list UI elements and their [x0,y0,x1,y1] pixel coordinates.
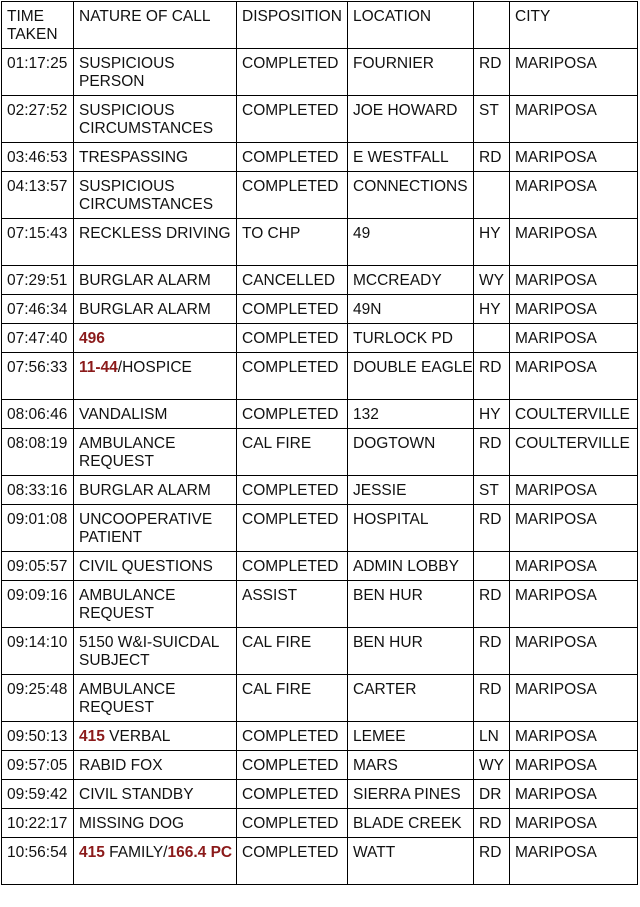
nature-code-highlight: 496 [79,330,105,347]
cell-time: 08:33:16 [2,476,74,505]
table-row [2,143,638,172]
cell-nature [74,219,237,266]
cell-suffix: ST [474,476,510,505]
cell-city: MARIPOSA [510,628,638,675]
cell-location: DOGTOWN [348,429,474,476]
nature-text: SUSPICIOUS CIRCUMSTANCES [79,178,214,213]
cell-suffix: RD [474,353,510,400]
cell-suffix: ST [474,96,510,143]
cell-suffix: RD [474,581,510,628]
cell-suffix: RD [474,838,510,885]
cell-location: JOE HOWARD [348,96,474,143]
cell-nature [74,266,237,295]
nature-text: UNCOOPERATIVE PATIENT [79,511,213,546]
nature-text: RABID FOX [79,757,163,774]
table-row [2,96,638,143]
cell-nature [74,780,237,809]
cell-nature [74,751,237,780]
nature-text: VERBAL [104,728,171,745]
table-row [2,295,638,324]
cell-nature [74,143,237,172]
cell-nature [74,838,237,885]
cell-suffix: RD [474,628,510,675]
cell-location: CONNECTIONS [348,172,474,219]
cell-time: 07:29:51 [2,266,74,295]
table-row [2,838,638,885]
table-row [2,552,638,581]
cell-city: MARIPOSA [510,552,638,581]
cell-disposition: COMPLETED [237,476,348,505]
cell-city: MARIPOSA [510,505,638,552]
cell-time: 09:50:13 [2,722,74,751]
cell-time: 01:17:25 [2,49,74,96]
table-row [2,809,638,838]
cell-disposition: CAL FIRE [237,675,348,722]
cell-location: BEN HUR [348,628,474,675]
header-suffix [474,2,510,49]
cell-disposition: COMPLETED [237,780,348,809]
cell-suffix: RD [474,429,510,476]
cell-city: MARIPOSA [510,675,638,722]
cell-city: MARIPOSA [510,266,638,295]
cell-suffix [474,324,510,353]
cell-suffix: DR [474,780,510,809]
cell-disposition: COMPLETED [237,809,348,838]
cell-location: DOUBLE EAGLE [348,353,474,400]
header-row [2,2,638,49]
cell-nature [74,295,237,324]
cell-nature [74,353,237,400]
cell-disposition: COMPLETED [237,324,348,353]
table-row [2,429,638,476]
cell-suffix: WY [474,751,510,780]
cell-city: MARIPOSA [510,780,638,809]
nature-code-highlight: 415 [79,728,105,745]
table-row [2,324,638,353]
nature-code-highlight: 415 [79,844,105,861]
cell-suffix: RD [474,675,510,722]
header-time-taken: TIME TAKEN [2,2,74,49]
cell-time: 09:59:42 [2,780,74,809]
header-location: LOCATION [348,2,474,49]
table-row [2,675,638,722]
cell-time: 07:47:40 [2,324,74,353]
nature-text: FAMILY/ [104,844,168,861]
cell-nature [74,809,237,838]
cell-time: 02:27:52 [2,96,74,143]
table-row [2,353,638,400]
cell-location: ADMIN LOBBY [348,552,474,581]
cell-location: E WESTFALL [348,143,474,172]
table-row [2,400,638,429]
nature-text: 5150 W&I-SUICDAL SUBJECT [79,634,219,669]
cell-disposition: CAL FIRE [237,429,348,476]
cell-time: 10:56:54 [2,838,74,885]
cell-time: 09:57:05 [2,751,74,780]
cell-nature [74,49,237,96]
cell-time: 07:56:33 [2,353,74,400]
cell-location: SIERRA PINES [348,780,474,809]
cell-time: 09:05:57 [2,552,74,581]
table-row [2,266,638,295]
cell-nature [74,505,237,552]
cell-disposition: COMPLETED [237,838,348,885]
nature-text: CIVIL QUESTIONS [79,558,213,575]
cell-time: 09:25:48 [2,675,74,722]
table-row [2,172,638,219]
cell-location: WATT [348,838,474,885]
cell-location: HOSPITAL [348,505,474,552]
cell-time: 04:13:57 [2,172,74,219]
header-nature-of-call: NATURE OF CALL [74,2,237,49]
cell-location: MARS [348,751,474,780]
table-row [2,49,638,96]
cell-time: 08:08:19 [2,429,74,476]
cell-suffix: HY [474,219,510,266]
cell-time: 08:06:46 [2,400,74,429]
cell-city: MARIPOSA [510,581,638,628]
cell-city: MARIPOSA [510,172,638,219]
cell-city: MARIPOSA [510,751,638,780]
nature-code-highlight: 166.4 PC [167,844,233,861]
cell-city: MARIPOSA [510,96,638,143]
cell-time: 09:09:16 [2,581,74,628]
cell-location: 49N [348,295,474,324]
header-city: CITY [510,2,638,49]
cell-location: CARTER [348,675,474,722]
nature-text: /HOSPICE [117,359,192,376]
cell-location: 132 [348,400,474,429]
table-row [2,722,638,751]
cell-disposition: COMPLETED [237,172,348,219]
cell-nature [74,722,237,751]
cell-disposition: COMPLETED [237,400,348,429]
cell-suffix: HY [474,400,510,429]
cell-nature [74,96,237,143]
cell-suffix: RD [474,143,510,172]
cell-nature [74,400,237,429]
cell-nature [74,552,237,581]
nature-text: AMBULANCE REQUEST [79,435,176,470]
header-disposition: DISPOSITION [237,2,348,49]
cell-city: MARIPOSA [510,49,638,96]
cell-disposition: COMPLETED [237,143,348,172]
cell-city: MARIPOSA [510,353,638,400]
cell-nature [74,581,237,628]
nature-text: AMBULANCE REQUEST [79,681,176,716]
cell-suffix: RD [474,809,510,838]
cell-city: COULTERVILLE [510,400,638,429]
cell-location: FOURNIER [348,49,474,96]
table-row [2,476,638,505]
cell-disposition: COMPLETED [237,49,348,96]
cell-nature [74,476,237,505]
cell-suffix: LN [474,722,510,751]
nature-text: RECKLESS DRIVING [79,225,231,242]
cell-disposition: TO CHP [237,219,348,266]
cell-city: MARIPOSA [510,476,638,505]
cell-location: JESSIE [348,476,474,505]
cell-disposition: COMPLETED [237,552,348,581]
nature-text: CIVIL STANDBY [79,786,194,803]
cell-disposition: COMPLETED [237,505,348,552]
cell-disposition: COMPLETED [237,295,348,324]
cell-time: 07:46:34 [2,295,74,324]
cell-time: 09:01:08 [2,505,74,552]
cell-disposition: ASSIST [237,581,348,628]
cell-disposition: COMPLETED [237,353,348,400]
call-log-body [2,49,638,885]
nature-text: TRESPASSING [79,149,189,166]
cell-time: 03:46:53 [2,143,74,172]
nature-text: VANDALISM [79,406,168,423]
cell-nature [74,324,237,353]
cell-location: BLADE CREEK [348,809,474,838]
cell-nature [74,172,237,219]
nature-text: BURGLAR ALARM [79,301,211,318]
cell-suffix [474,172,510,219]
nature-code-highlight: 11-44 [79,359,118,376]
table-row [2,581,638,628]
cell-suffix: RD [474,49,510,96]
nature-text: SUSPICIOUS PERSON [79,55,175,90]
cell-disposition: COMPLETED [237,722,348,751]
table-row [2,628,638,675]
cell-city: COULTERVILLE [510,429,638,476]
call-log-table [1,1,638,885]
nature-text: SUSPICIOUS CIRCUMSTANCES [79,102,214,137]
cell-suffix: WY [474,266,510,295]
cell-nature [74,675,237,722]
cell-suffix: RD [474,505,510,552]
cell-city: MARIPOSA [510,809,638,838]
cell-nature [74,429,237,476]
cell-location: TURLOCK PD [348,324,474,353]
table-row [2,751,638,780]
cell-time: 07:15:43 [2,219,74,266]
cell-disposition: CANCELLED [237,266,348,295]
cell-disposition: COMPLETED [237,751,348,780]
cell-time: 10:22:17 [2,809,74,838]
cell-time: 09:14:10 [2,628,74,675]
cell-city: MARIPOSA [510,324,638,353]
nature-text: AMBULANCE REQUEST [79,587,176,622]
cell-disposition: CAL FIRE [237,628,348,675]
table-row [2,780,638,809]
cell-location: BEN HUR [348,581,474,628]
cell-city: MARIPOSA [510,295,638,324]
nature-text: BURGLAR ALARM [79,482,211,499]
cell-suffix [474,552,510,581]
cell-city: MARIPOSA [510,838,638,885]
cell-city: MARIPOSA [510,722,638,751]
cell-nature [74,628,237,675]
cell-suffix: HY [474,295,510,324]
cell-location: LEMEE [348,722,474,751]
nature-text: MISSING DOG [79,815,185,832]
nature-text: BURGLAR ALARM [79,272,211,289]
cell-location: MCCREADY [348,266,474,295]
table-row [2,219,638,266]
table-row [2,505,638,552]
cell-city: MARIPOSA [510,143,638,172]
cell-city: MARIPOSA [510,219,638,266]
cell-disposition: COMPLETED [237,96,348,143]
cell-location: 49 [348,219,474,266]
